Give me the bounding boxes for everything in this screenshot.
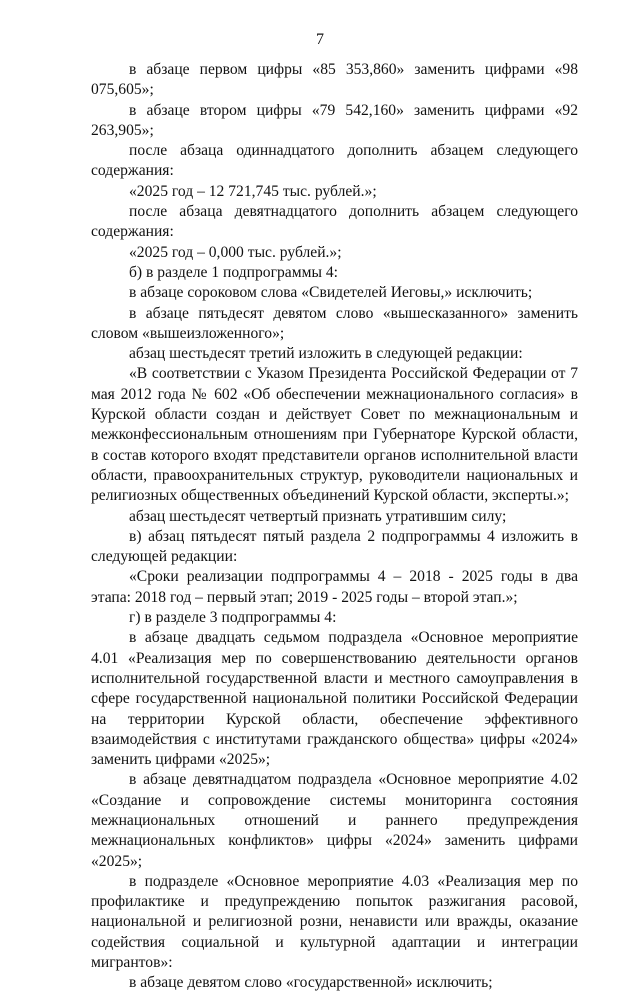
paragraph-2: в абзаце втором цифры «79 542,160» заменить цифрами «92 263,905»;	[91, 101, 578, 139]
page-number: 7	[316, 31, 324, 48]
paragraph-3: после абзаца одиннадцатого дополнить абзацем следующего содержания:	[91, 142, 578, 180]
paragraph-8: в абзаце сороковом слова «Свидетелей Иеговы,» исключить;	[129, 284, 533, 302]
paragraph-12: абзац шестьдесят четвертый признать утратившим силу;	[129, 507, 507, 525]
paragraph-6: «2025 год – 0,000 тыс. рублей.»;	[129, 243, 342, 261]
paragraph-7: б) в разделе 1 подпрограммы 4:	[129, 263, 338, 281]
paragraph-18: в подразделе «Основное мероприятие 4.03 «Реализация мер по профилактике и предупреждению попыток разжигания расовой, национальной и религиозной розни, ненависти или вражды, оказание содействия социальной и культурной адаптации и интеграции мигрантов»:	[91, 872, 578, 972]
paragraph-14: «Сроки реализации подпрограммы 4 – 2018 - 2025 годы в два этапа: 2018 год – первый этап; 2019 - 2025 годы – второй этап.»;	[91, 568, 578, 606]
paragraph-15: г) в разделе 3 подпрограммы 4:	[129, 609, 337, 627]
document-body	[91, 60, 578, 994]
paragraph-9: в абзаце пятьдесят девятом слово «вышесказанного» заменить словом «вышеизложенного»;	[91, 304, 578, 342]
paragraph-19: в абзаце девятом слово «государственной» исключить;	[129, 974, 493, 992]
paragraph-4: «2025 год – 12 721,745 тыс. рублей.»;	[129, 182, 377, 200]
paragraph-17: в абзаце девятнадцатом подраздела «Основное мероприятие 4.02 «Создание и сопровождение системы мониторинга состояния межнациональных отношений и раннего предупреждения межнациональных конфликтов» цифры «2024» заменить цифрами «2025»;	[91, 771, 578, 870]
paragraph-1: в абзаце первом цифры «85 353,860» заменить цифрами «98 075,605»;	[91, 61, 578, 99]
paragraph-10: абзац шестьдесят третий изложить в следующей редакции:	[129, 345, 523, 363]
paragraph-11: «В соответствии с Указом Президента Российской Федерации от 7 мая 2012 года № 602 «Об обеспечении межнационального согласия» в Курской области создан и действует Совет по межнациональным и межконфессиональным отношениям при Губернаторе Курской области, в состав которого входят представители органов исполнительной власти области, правоохранительных структур, руководители национальных и религиозных общественных объединений Курской области, эксперты.»;	[91, 365, 578, 505]
paragraph-13: в) абзац пятьдесят пятый раздела 2 подпрограммы 4 изложить в следующей редакции:	[91, 527, 578, 566]
paragraph-5: после абзаца девятнадцатого дополнить абзацем следующего содержания:	[91, 203, 578, 241]
paragraph-16: в абзаце двадцать седьмом подраздела «Основное мероприятие 4.01 «Реализация мер по совершенствованию деятельности органов исполнительной государственной власти и местного самоуправления в сфере государственной национальной политики Российской Федерации на территории Курской области, обеспечение эффективного взаимодействия с институтами гражданского общества» цифры «2024» заменить цифрами «2025»;	[91, 629, 578, 769]
